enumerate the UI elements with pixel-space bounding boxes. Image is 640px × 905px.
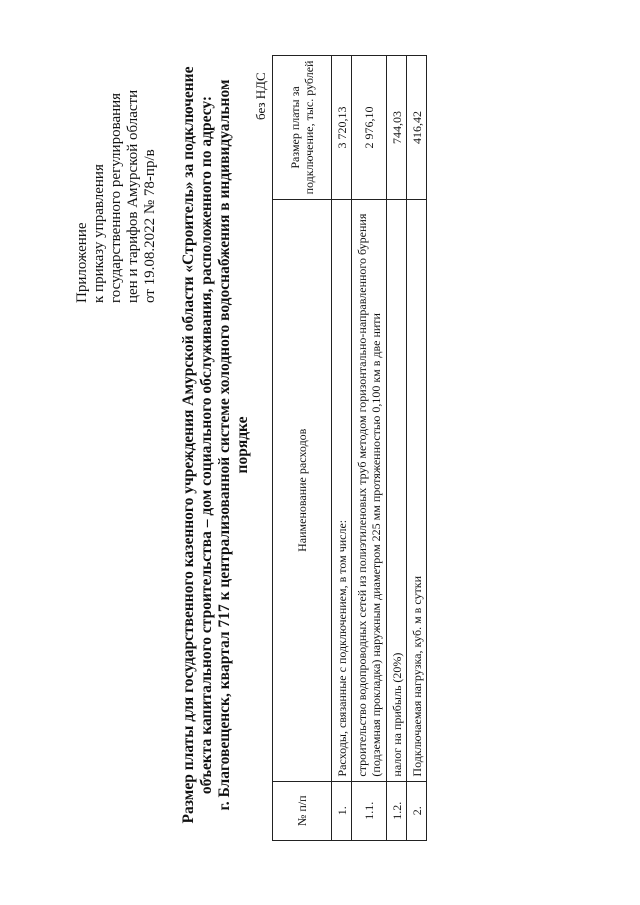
row-name: Расходы, связанные с подключением, в том числе: (332, 199, 352, 781)
appendix-line: от 19.08.2022 № 78-пр/в (142, 149, 158, 303)
title-line: Размер платы для государственного казенного учреждения Амурской области «Строитель» за подключение (180, 66, 197, 824)
vat-note: без НДС (253, 72, 268, 120)
row-name: Подключаемая нагрузка, куб. м в сутки (407, 199, 427, 781)
header-name: Наименование расходов (273, 199, 332, 781)
table-row (387, 56, 407, 841)
title-line: порядке (234, 416, 251, 474)
row-num: 2. (407, 781, 427, 840)
cost-table (272, 55, 427, 841)
appendix-line: государственного регулирования (108, 92, 124, 303)
appendix-block (74, 3, 159, 303)
row-fee: 744,03 (387, 56, 407, 200)
row-num: 1. (332, 781, 352, 840)
header-num: № п/п (273, 781, 332, 840)
row-num: 1.2. (387, 781, 407, 840)
row-fee: 3 720,13 (332, 56, 352, 200)
appendix-line: к приказу управления (91, 164, 107, 303)
table-row (332, 56, 352, 841)
title-line: г. Благовещенск, квартал 717 к централизованной системе холодного водоснабжения в индивидуальном (216, 79, 233, 811)
row-fee: 416,42 (407, 56, 427, 200)
header-fee: Размер платы за подключение, тыс. рублей (273, 56, 332, 200)
appendix-line: цен и тарифов Амурской области (125, 89, 141, 303)
appendix-line: Приложение (74, 222, 90, 303)
table-row (407, 56, 427, 841)
title-line: объекта капитального строительства – дом социального обслуживания, расположенного по адресу: (198, 95, 215, 795)
row-num: 1.1. (352, 781, 387, 840)
row-fee: 2 976,10 (352, 56, 387, 200)
table-header-row (273, 56, 332, 841)
table-row (352, 56, 387, 841)
row-name: строительство водопроводных сетей из полиэтиленовых труб методом горизонтально-направленного бурения (подземная прокладка) наружным диаметром 225 мм протяженностью 0,100 км в две нити (352, 199, 387, 781)
row-name: налог на прибыль (20%) (387, 199, 407, 781)
document-title (180, 45, 252, 845)
